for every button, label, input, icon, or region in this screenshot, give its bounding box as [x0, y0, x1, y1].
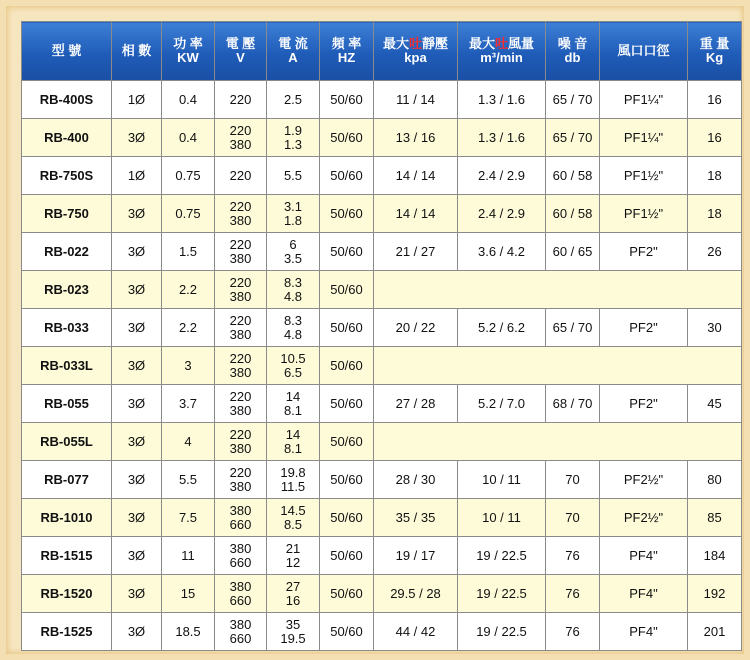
table-row: [22, 537, 742, 575]
frequency-cell: 50/60: [320, 461, 374, 499]
airflow-cell: 2.4 / 2.9: [458, 157, 546, 195]
header-max-static-pressure: 最大吐靜壓 kpa: [374, 22, 458, 81]
current-cell: [267, 613, 320, 651]
airflow-cell: 2.4 / 2.9: [458, 195, 546, 233]
table-row: [22, 119, 742, 157]
power-cell: 1.5: [162, 233, 215, 271]
header-phase: 相 數: [112, 22, 162, 81]
phase-cell: 3Ø: [112, 119, 162, 157]
table-row: [22, 575, 742, 613]
weight-cell: 184: [688, 537, 742, 575]
header-power: 功 率 KW: [162, 22, 215, 81]
voltage-cell: [215, 195, 267, 233]
current-cell-line: 2.5: [283, 91, 303, 107]
frequency-cell: 50/60: [320, 423, 374, 461]
static-pressure-cell: 19 / 17: [374, 537, 458, 575]
frequency-cell: 50/60: [320, 271, 374, 309]
voltage-cell-line: 380: [229, 440, 252, 456]
voltage-cell-line: 220: [229, 198, 252, 214]
page-frame: [6, 6, 744, 654]
current-cell: [267, 537, 320, 575]
power-cell: 2.2: [162, 309, 215, 347]
frequency-cell: 50/60: [320, 575, 374, 613]
airflow-cell: 1.3 / 1.6: [458, 81, 546, 119]
model-cell: RB-077: [22, 461, 112, 499]
table-row: [22, 81, 742, 119]
airflow-cell: 10 / 11: [458, 499, 546, 537]
airflow-cell: 10 / 11: [458, 461, 546, 499]
noise-cell: 60 / 58: [546, 157, 600, 195]
voltage-cell-line: 380: [229, 502, 252, 518]
static-pressure-cell: 27 / 28: [374, 385, 458, 423]
static-pressure-cell: 14 / 14: [374, 157, 458, 195]
empty-spec-cell: [374, 423, 742, 461]
power-cell: 7.5: [162, 499, 215, 537]
frequency-cell: 50/60: [320, 81, 374, 119]
current-cell-line: 1.3: [283, 136, 303, 152]
noise-cell: 76: [546, 613, 600, 651]
airflow-cell: 1.3 / 1.6: [458, 119, 546, 157]
noise-cell: 60 / 65: [546, 233, 600, 271]
model-cell: RB-022: [22, 233, 112, 271]
phase-cell: 3Ø: [112, 271, 162, 309]
voltage-cell: [215, 613, 267, 651]
model-cell: RB-055: [22, 385, 112, 423]
current-cell-line: 6: [289, 236, 297, 252]
frequency-cell: 50/60: [320, 613, 374, 651]
current-cell: [267, 81, 320, 119]
current-cell-line: 8.1: [283, 402, 303, 418]
current-cell-line: 19.5: [280, 630, 306, 646]
voltage-cell-line: 660: [229, 630, 252, 646]
voltage-cell: [215, 499, 267, 537]
current-cell: [267, 575, 320, 613]
header-frequency: 頻 率 HZ: [320, 22, 374, 81]
power-cell: 18.5: [162, 613, 215, 651]
current-cell: [267, 385, 320, 423]
power-cell: 0.75: [162, 157, 215, 195]
weight-cell: 201: [688, 613, 742, 651]
current-cell: [267, 271, 320, 309]
noise-cell: 60 / 58: [546, 195, 600, 233]
frequency-cell: 50/60: [320, 157, 374, 195]
weight-cell: 16: [688, 119, 742, 157]
current-cell-line: 4.8: [283, 326, 303, 342]
empty-spec-cell: [374, 271, 742, 309]
header-weight: 重 量 Kg: [688, 22, 742, 81]
table-row: [22, 195, 742, 233]
port-size-cell: PF4": [600, 537, 688, 575]
port-size-cell: PF2": [600, 385, 688, 423]
phase-cell: 3Ø: [112, 499, 162, 537]
voltage-cell: [215, 423, 267, 461]
voltage-cell: [215, 157, 267, 195]
voltage-cell-line: 220: [229, 236, 252, 252]
voltage-cell-line: 220: [229, 167, 252, 183]
table-row: [22, 309, 742, 347]
current-cell-line: 5.5: [283, 167, 303, 183]
power-cell: 2.2: [162, 271, 215, 309]
phase-cell: 3Ø: [112, 575, 162, 613]
power-cell: 3: [162, 347, 215, 385]
noise-cell: 70: [546, 499, 600, 537]
voltage-cell-line: 380: [229, 540, 252, 556]
weight-cell: 30: [688, 309, 742, 347]
frequency-cell: 50/60: [320, 385, 374, 423]
current-cell-line: 8.1: [283, 440, 303, 456]
current-cell-line: 3.5: [283, 250, 303, 266]
power-cell: 5.5: [162, 461, 215, 499]
empty-spec-cell: [374, 347, 742, 385]
voltage-cell-line: 380: [229, 478, 252, 494]
model-cell: RB-750S: [22, 157, 112, 195]
power-cell: 0.4: [162, 119, 215, 157]
blower-spec-table: [21, 21, 742, 651]
weight-cell: 18: [688, 157, 742, 195]
voltage-cell: [215, 347, 267, 385]
current-cell: [267, 157, 320, 195]
phase-cell: 3Ø: [112, 233, 162, 271]
current-cell-line: 10.5: [280, 350, 306, 366]
voltage-cell: [215, 537, 267, 575]
airflow-cell: 19 / 22.5: [458, 613, 546, 651]
table-row: [22, 385, 742, 423]
noise-cell: 65 / 70: [546, 81, 600, 119]
voltage-cell-line: 380: [229, 364, 252, 380]
phase-cell: 3Ø: [112, 195, 162, 233]
current-cell-line: 8.3: [283, 274, 303, 290]
model-cell: RB-1515: [22, 537, 112, 575]
header-noise: 噪 音 db: [546, 22, 600, 81]
voltage-cell-line: 380: [229, 578, 252, 594]
model-cell: RB-033: [22, 309, 112, 347]
phase-cell: 3Ø: [112, 423, 162, 461]
weight-cell: 18: [688, 195, 742, 233]
weight-cell: 80: [688, 461, 742, 499]
model-cell: RB-1520: [22, 575, 112, 613]
port-size-cell: PF2": [600, 309, 688, 347]
voltage-cell-line: 380: [229, 616, 252, 632]
voltage-cell-line: 220: [229, 122, 252, 138]
weight-cell: 26: [688, 233, 742, 271]
power-cell: 15: [162, 575, 215, 613]
voltage-cell-line: 380: [229, 212, 252, 228]
phase-cell: 3Ø: [112, 461, 162, 499]
current-cell-line: 8.3: [283, 312, 303, 328]
table-row: [22, 271, 742, 309]
noise-cell: 68 / 70: [546, 385, 600, 423]
frequency-cell: 50/60: [320, 537, 374, 575]
static-pressure-cell: 44 / 42: [374, 613, 458, 651]
current-cell-line: 11.5: [280, 478, 306, 494]
frequency-cell: 50/60: [320, 309, 374, 347]
table-row: [22, 347, 742, 385]
voltage-cell-line: 220: [229, 426, 252, 442]
current-cell: [267, 499, 320, 537]
table-row: [22, 233, 742, 271]
current-cell-line: 27: [285, 578, 301, 594]
voltage-cell-line: 380: [229, 250, 252, 266]
noise-cell: 70: [546, 461, 600, 499]
current-cell: [267, 119, 320, 157]
port-size-cell: PF2½": [600, 499, 688, 537]
power-cell: 4: [162, 423, 215, 461]
static-pressure-cell: 20 / 22: [374, 309, 458, 347]
table-row: [22, 423, 742, 461]
voltage-cell: [215, 271, 267, 309]
noise-cell: 76: [546, 575, 600, 613]
airflow-cell: 19 / 22.5: [458, 537, 546, 575]
current-cell-line: 3.1: [283, 198, 303, 214]
static-pressure-cell: 11 / 14: [374, 81, 458, 119]
voltage-cell: [215, 233, 267, 271]
model-cell: RB-033L: [22, 347, 112, 385]
current-cell-line: 19.8: [280, 464, 306, 480]
current-cell-line: 16: [285, 592, 301, 608]
phase-cell: 3Ø: [112, 613, 162, 651]
current-cell: [267, 233, 320, 271]
port-size-cell: PF4": [600, 575, 688, 613]
voltage-cell-line: 660: [229, 516, 252, 532]
voltage-cell-line: 220: [229, 91, 252, 107]
model-cell: RB-750: [22, 195, 112, 233]
airflow-cell: 3.6 / 4.2: [458, 233, 546, 271]
airflow-cell: 5.2 / 7.0: [458, 385, 546, 423]
model-cell: RB-400: [22, 119, 112, 157]
frequency-cell: 50/60: [320, 499, 374, 537]
table-row: [22, 157, 742, 195]
phase-cell: 3Ø: [112, 309, 162, 347]
phase-cell: 1Ø: [112, 81, 162, 119]
static-pressure-cell: 21 / 27: [374, 233, 458, 271]
voltage-cell-line: 220: [229, 312, 252, 328]
airflow-cell: 5.2 / 6.2: [458, 309, 546, 347]
voltage-cell-line: 220: [229, 350, 252, 366]
current-cell: [267, 195, 320, 233]
table-row: [22, 499, 742, 537]
port-size-cell: PF1½": [600, 195, 688, 233]
current-cell: [267, 309, 320, 347]
power-cell: 0.4: [162, 81, 215, 119]
port-size-cell: PF1¼": [600, 81, 688, 119]
voltage-cell-line: 380: [229, 402, 252, 418]
phase-cell: 3Ø: [112, 385, 162, 423]
frequency-cell: 50/60: [320, 119, 374, 157]
model-cell: RB-1010: [22, 499, 112, 537]
header-port-size: 風口口徑: [600, 22, 688, 81]
current-cell-line: 14.5: [280, 502, 306, 518]
current-cell-line: 4.8: [283, 288, 303, 304]
static-pressure-cell: 13 / 16: [374, 119, 458, 157]
header-max-airflow: 最大吐風量 m³/min: [458, 22, 546, 81]
weight-cell: 45: [688, 385, 742, 423]
port-size-cell: PF2½": [600, 461, 688, 499]
current-cell-line: 8.5: [283, 516, 303, 532]
voltage-cell: [215, 309, 267, 347]
table-row: [22, 461, 742, 499]
weight-cell: 85: [688, 499, 742, 537]
current-cell-line: 21: [285, 540, 301, 556]
port-size-cell: PF1½": [600, 157, 688, 195]
voltage-cell-line: 660: [229, 554, 252, 570]
weight-cell: 192: [688, 575, 742, 613]
table-body: [22, 81, 742, 651]
model-cell: RB-1525: [22, 613, 112, 651]
current-cell-line: 14: [285, 388, 301, 404]
port-size-cell: PF4": [600, 613, 688, 651]
noise-cell: 65 / 70: [546, 119, 600, 157]
frequency-cell: 50/60: [320, 233, 374, 271]
current-cell-line: 1.8: [283, 212, 303, 228]
power-cell: 11: [162, 537, 215, 575]
voltage-cell-line: 380: [229, 136, 252, 152]
model-cell: RB-023: [22, 271, 112, 309]
static-pressure-cell: 29.5 / 28: [374, 575, 458, 613]
current-cell: [267, 461, 320, 499]
voltage-cell-line: 220: [229, 388, 252, 404]
voltage-cell: [215, 385, 267, 423]
voltage-cell-line: 660: [229, 592, 252, 608]
phase-cell: 3Ø: [112, 537, 162, 575]
voltage-cell-line: 380: [229, 326, 252, 342]
power-cell: 3.7: [162, 385, 215, 423]
voltage-cell-line: 220: [229, 464, 252, 480]
header-current: 電 流 A: [267, 22, 320, 81]
frequency-cell: 50/60: [320, 195, 374, 233]
power-cell: 0.75: [162, 195, 215, 233]
model-cell: RB-400S: [22, 81, 112, 119]
current-cell: [267, 423, 320, 461]
model-cell: RB-055L: [22, 423, 112, 461]
noise-cell: 65 / 70: [546, 309, 600, 347]
header-row: [22, 22, 742, 81]
current-cell-line: 6.5: [283, 364, 303, 380]
phase-cell: 1Ø: [112, 157, 162, 195]
current-cell: [267, 347, 320, 385]
phase-cell: 3Ø: [112, 347, 162, 385]
voltage-cell: [215, 81, 267, 119]
header-model: 型 號: [22, 22, 112, 81]
weight-cell: 16: [688, 81, 742, 119]
static-pressure-cell: 35 / 35: [374, 499, 458, 537]
current-cell-line: 12: [285, 554, 301, 570]
noise-cell: 76: [546, 537, 600, 575]
voltage-cell: [215, 575, 267, 613]
voltage-cell: [215, 119, 267, 157]
voltage-cell: [215, 461, 267, 499]
voltage-cell-line: 380: [229, 288, 252, 304]
frequency-cell: 50/60: [320, 347, 374, 385]
current-cell-line: 35: [285, 616, 301, 632]
header-voltage: 電 壓 V: [215, 22, 267, 81]
port-size-cell: PF1¼": [600, 119, 688, 157]
current-cell-line: 1.9: [283, 122, 303, 138]
port-size-cell: PF2": [600, 233, 688, 271]
airflow-cell: 19 / 22.5: [458, 575, 546, 613]
static-pressure-cell: 28 / 30: [374, 461, 458, 499]
voltage-cell-line: 220: [229, 274, 252, 290]
static-pressure-cell: 14 / 14: [374, 195, 458, 233]
table-row: [22, 613, 742, 651]
current-cell-line: 14: [285, 426, 301, 442]
